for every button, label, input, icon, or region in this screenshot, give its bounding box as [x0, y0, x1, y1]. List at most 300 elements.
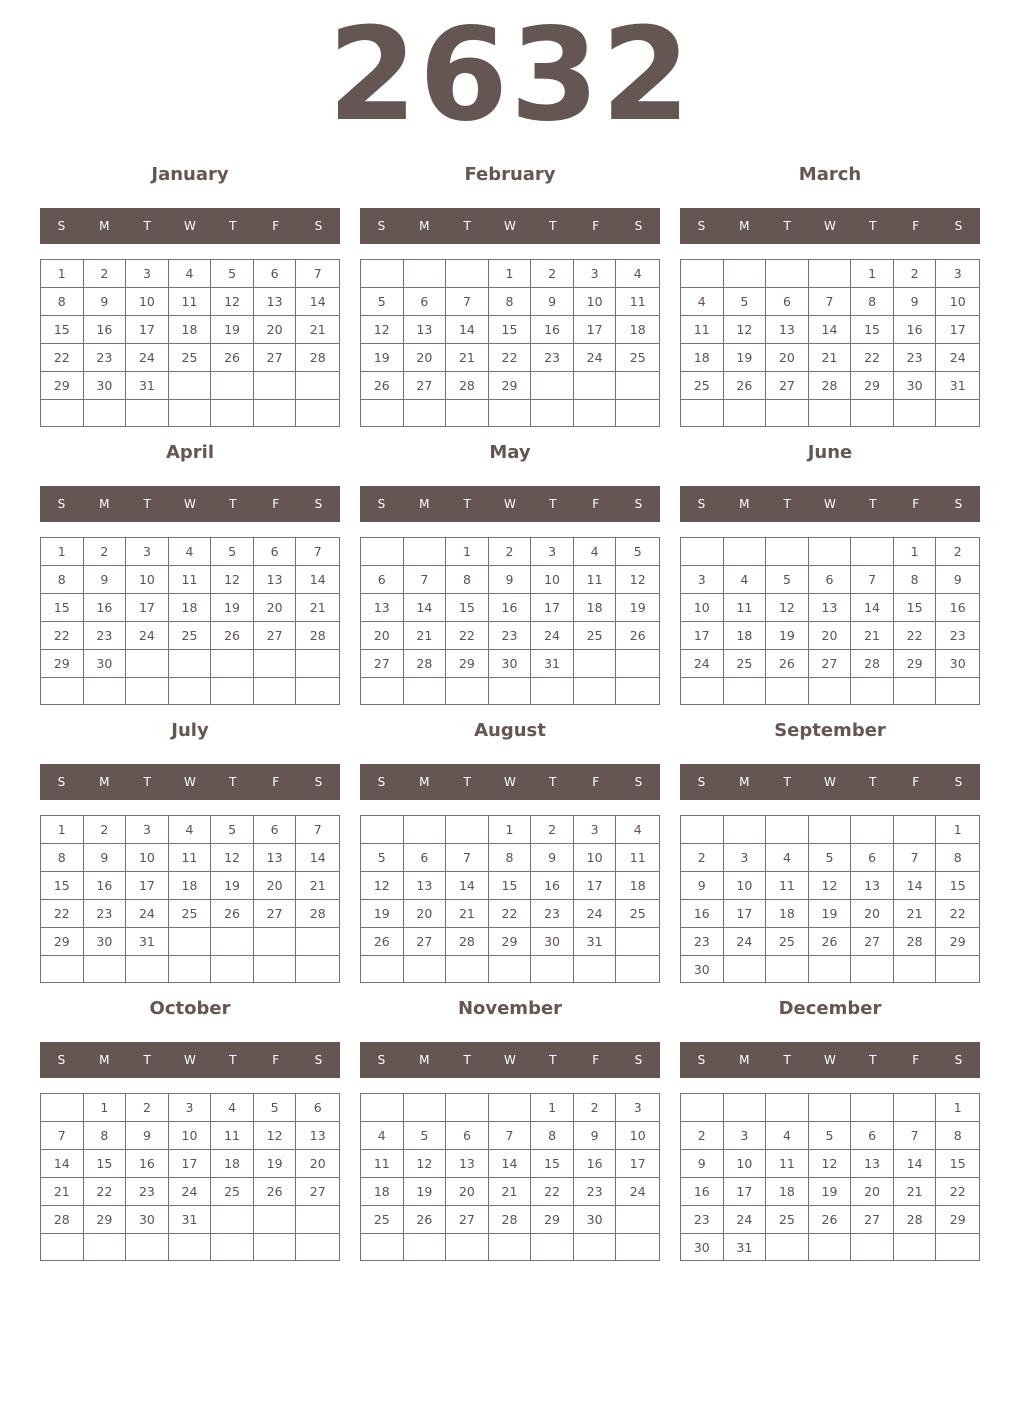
days-grid — [680, 537, 980, 705]
empty-day-cell — [169, 678, 212, 704]
day-cell: 14 — [446, 316, 489, 344]
day-cell: 27 — [446, 1206, 489, 1234]
weekday-header — [360, 1042, 660, 1078]
day-cell: 3 — [616, 1094, 659, 1122]
day-cell: 6 — [851, 844, 894, 872]
day-cell: 30 — [126, 1206, 169, 1234]
weekday-label: T — [143, 497, 151, 511]
day-cell: 6 — [446, 1122, 489, 1150]
day-cell: 13 — [404, 872, 447, 900]
weekday-label: M — [739, 1053, 750, 1067]
day-cell: 4 — [616, 816, 659, 844]
day-cell: 4 — [169, 538, 212, 566]
empty-day-cell — [766, 956, 809, 983]
day-cell: 1 — [489, 260, 532, 288]
empty-day-cell — [724, 538, 767, 566]
weekday-label: S — [377, 775, 386, 789]
day-cell: 31 — [724, 1234, 767, 1261]
day-cell: 26 — [254, 1178, 297, 1206]
day-cell: 1 — [936, 1094, 979, 1122]
empty-day-cell — [616, 956, 659, 982]
day-cell: 2 — [681, 1122, 724, 1150]
day-cell: 17 — [936, 316, 979, 344]
empty-day-cell — [84, 956, 127, 982]
day-cell: 6 — [766, 288, 809, 316]
day-cell: 13 — [361, 594, 404, 622]
day-cell: 29 — [41, 650, 84, 678]
month-name: October — [149, 998, 231, 1019]
weekday-label: F — [912, 219, 920, 233]
day-cell: 28 — [404, 650, 447, 678]
empty-day-cell — [254, 372, 297, 400]
day-cell: 25 — [574, 622, 617, 650]
day-cell: 25 — [616, 344, 659, 372]
weekday-label: S — [377, 219, 386, 233]
day-cell: 4 — [574, 538, 617, 566]
day-cell: 13 — [809, 594, 852, 622]
empty-day-cell — [809, 400, 852, 426]
day-cell: 10 — [169, 1122, 212, 1150]
day-cell: 25 — [361, 1206, 404, 1234]
day-cell: 8 — [41, 288, 84, 316]
day-cell: 23 — [489, 622, 532, 650]
weekday-label: T — [869, 1053, 877, 1067]
weekday-label: F — [592, 219, 600, 233]
weekday-label: M — [99, 497, 110, 511]
empty-day-cell — [574, 1234, 617, 1260]
day-cell: 17 — [126, 316, 169, 344]
day-cell: 28 — [894, 928, 937, 956]
day-cell: 28 — [296, 900, 339, 928]
weekday-label: W — [824, 775, 836, 789]
weekday-label: M — [419, 497, 430, 511]
empty-day-cell — [681, 678, 724, 704]
day-cell: 11 — [361, 1150, 404, 1178]
day-cell: 31 — [126, 372, 169, 400]
day-cell: 30 — [84, 928, 127, 956]
day-cell: 30 — [84, 372, 127, 400]
empty-day-cell — [254, 1234, 297, 1260]
days-grid — [360, 815, 660, 983]
day-cell: 25 — [681, 372, 724, 400]
day-cell: 29 — [84, 1206, 127, 1234]
day-cell: 9 — [936, 566, 979, 594]
empty-day-cell — [766, 678, 809, 704]
day-cell: 27 — [851, 1206, 894, 1234]
weekday-label: S — [634, 219, 643, 233]
day-cell: 10 — [531, 566, 574, 594]
empty-day-cell — [361, 1234, 404, 1260]
weekday-label: F — [592, 1053, 600, 1067]
day-cell: 4 — [766, 844, 809, 872]
weekday-label: M — [99, 219, 110, 233]
weekday-label: S — [377, 497, 386, 511]
weekday-label: T — [463, 497, 471, 511]
empty-day-cell — [894, 816, 937, 844]
day-cell: 14 — [894, 872, 937, 900]
empty-day-cell — [936, 956, 979, 983]
day-cell: 30 — [574, 1206, 617, 1234]
weekday-label: T — [549, 219, 557, 233]
day-cell: 27 — [254, 622, 297, 650]
day-cell: 23 — [681, 928, 724, 956]
day-cell: 16 — [84, 316, 127, 344]
empty-day-cell — [616, 650, 659, 678]
day-cell: 9 — [126, 1122, 169, 1150]
empty-day-cell — [616, 928, 659, 956]
empty-day-cell — [851, 956, 894, 983]
day-cell: 28 — [296, 344, 339, 372]
day-cell: 21 — [296, 594, 339, 622]
day-cell: 29 — [851, 372, 894, 400]
empty-day-cell — [361, 1094, 404, 1122]
day-cell: 8 — [936, 1122, 979, 1150]
empty-day-cell — [211, 928, 254, 956]
day-cell: 1 — [531, 1094, 574, 1122]
empty-day-cell — [254, 1206, 297, 1234]
day-cell: 18 — [681, 344, 724, 372]
day-cell: 27 — [296, 1178, 339, 1206]
day-cell: 19 — [211, 872, 254, 900]
empty-day-cell — [894, 400, 937, 426]
weekday-label: W — [504, 219, 516, 233]
empty-day-cell — [574, 678, 617, 704]
day-cell: 28 — [489, 1206, 532, 1234]
day-cell: 17 — [724, 1178, 767, 1206]
day-cell: 25 — [724, 650, 767, 678]
day-cell: 31 — [126, 928, 169, 956]
day-cell: 30 — [84, 650, 127, 678]
day-cell: 20 — [254, 316, 297, 344]
day-cell: 26 — [361, 928, 404, 956]
empty-day-cell — [531, 400, 574, 426]
day-cell: 20 — [296, 1150, 339, 1178]
weekday-label: T — [229, 497, 237, 511]
empty-day-cell — [681, 260, 724, 288]
day-cell: 29 — [446, 650, 489, 678]
day-cell: 5 — [404, 1122, 447, 1150]
day-cell: 15 — [851, 316, 894, 344]
day-cell: 24 — [169, 1178, 212, 1206]
day-cell: 6 — [851, 1122, 894, 1150]
empty-day-cell — [724, 400, 767, 426]
day-cell: 26 — [766, 650, 809, 678]
day-cell: 23 — [574, 1178, 617, 1206]
empty-day-cell — [574, 372, 617, 400]
day-cell: 8 — [489, 844, 532, 872]
day-cell: 25 — [169, 344, 212, 372]
day-cell: 18 — [169, 872, 212, 900]
day-cell: 27 — [254, 344, 297, 372]
day-cell: 18 — [616, 316, 659, 344]
day-cell: 18 — [361, 1178, 404, 1206]
day-cell: 24 — [724, 928, 767, 956]
day-cell: 17 — [681, 622, 724, 650]
day-cell: 17 — [574, 316, 617, 344]
empty-day-cell — [894, 678, 937, 704]
day-cell: 6 — [404, 844, 447, 872]
day-cell: 6 — [361, 566, 404, 594]
empty-day-cell — [809, 956, 852, 983]
day-cell: 20 — [851, 900, 894, 928]
day-cell: 15 — [894, 594, 937, 622]
day-cell: 3 — [531, 538, 574, 566]
empty-day-cell — [41, 678, 84, 704]
day-cell: 1 — [41, 816, 84, 844]
day-cell: 18 — [211, 1150, 254, 1178]
days-grid — [360, 537, 660, 705]
empty-day-cell — [254, 956, 297, 982]
day-cell: 22 — [84, 1178, 127, 1206]
day-cell: 27 — [254, 900, 297, 928]
weekday-label: S — [697, 775, 706, 789]
day-cell: 15 — [41, 316, 84, 344]
day-cell: 22 — [41, 622, 84, 650]
day-cell: 24 — [531, 622, 574, 650]
day-cell: 20 — [254, 872, 297, 900]
days-grid — [40, 815, 340, 983]
day-cell: 5 — [809, 844, 852, 872]
empty-day-cell — [809, 538, 852, 566]
weekday-label: F — [912, 497, 920, 511]
day-cell: 22 — [41, 900, 84, 928]
day-cell: 7 — [296, 538, 339, 566]
days-grid — [40, 259, 340, 427]
day-cell: 29 — [489, 928, 532, 956]
empty-day-cell — [851, 816, 894, 844]
empty-day-cell — [809, 816, 852, 844]
day-cell: 17 — [531, 594, 574, 622]
day-cell: 7 — [894, 844, 937, 872]
day-cell: 29 — [489, 372, 532, 400]
weekday-label: M — [739, 219, 750, 233]
day-cell: 3 — [724, 844, 767, 872]
day-cell: 6 — [254, 260, 297, 288]
weekday-label: M — [739, 775, 750, 789]
day-cell: 7 — [489, 1122, 532, 1150]
weekday-label: W — [184, 497, 196, 511]
day-cell: 9 — [531, 288, 574, 316]
day-cell: 18 — [169, 316, 212, 344]
empty-day-cell — [41, 1234, 84, 1260]
weekday-label: S — [634, 497, 643, 511]
empty-day-cell — [254, 650, 297, 678]
day-cell: 5 — [211, 538, 254, 566]
day-cell: 19 — [809, 1178, 852, 1206]
day-cell: 19 — [616, 594, 659, 622]
empty-day-cell — [169, 650, 212, 678]
day-cell: 28 — [446, 372, 489, 400]
empty-day-cell — [446, 956, 489, 982]
empty-day-cell — [84, 678, 127, 704]
empty-day-cell — [574, 400, 617, 426]
day-cell: 4 — [724, 566, 767, 594]
day-cell: 1 — [851, 260, 894, 288]
day-cell: 21 — [296, 316, 339, 344]
day-cell: 18 — [766, 1178, 809, 1206]
day-cell: 10 — [574, 288, 617, 316]
empty-day-cell — [446, 1234, 489, 1260]
day-cell: 26 — [724, 372, 767, 400]
day-cell: 31 — [936, 372, 979, 400]
day-cell: 16 — [531, 872, 574, 900]
empty-day-cell — [616, 372, 659, 400]
day-cell: 23 — [84, 344, 127, 372]
day-cell: 12 — [211, 566, 254, 594]
day-cell: 30 — [681, 956, 724, 983]
day-cell: 12 — [211, 288, 254, 316]
day-cell: 20 — [766, 344, 809, 372]
weekday-label: F — [272, 219, 280, 233]
day-cell: 22 — [531, 1178, 574, 1206]
day-cell: 16 — [126, 1150, 169, 1178]
weekday-label: M — [99, 775, 110, 789]
day-cell: 10 — [126, 844, 169, 872]
day-cell: 30 — [936, 650, 979, 678]
day-cell: 18 — [616, 872, 659, 900]
day-cell: 28 — [894, 1206, 937, 1234]
empty-day-cell — [211, 400, 254, 426]
day-cell: 7 — [809, 288, 852, 316]
empty-day-cell — [404, 1094, 447, 1122]
day-cell: 16 — [681, 900, 724, 928]
day-cell: 20 — [809, 622, 852, 650]
day-cell: 24 — [681, 650, 724, 678]
day-cell: 19 — [809, 900, 852, 928]
day-cell: 23 — [531, 344, 574, 372]
weekday-label: T — [783, 497, 791, 511]
empty-day-cell — [41, 956, 84, 982]
day-cell: 6 — [404, 288, 447, 316]
weekday-label: T — [463, 219, 471, 233]
empty-day-cell — [574, 956, 617, 982]
day-cell: 19 — [766, 622, 809, 650]
day-cell: 21 — [446, 900, 489, 928]
day-cell: 15 — [446, 594, 489, 622]
weekday-label: T — [463, 1053, 471, 1067]
day-cell: 17 — [724, 900, 767, 928]
empty-day-cell — [404, 260, 447, 288]
day-cell: 25 — [766, 1206, 809, 1234]
weekday-label: T — [229, 219, 237, 233]
day-cell: 29 — [531, 1206, 574, 1234]
days-grid — [360, 259, 660, 427]
weekday-label: M — [419, 775, 430, 789]
day-cell: 5 — [809, 1122, 852, 1150]
empty-day-cell — [296, 928, 339, 956]
days-grid — [680, 1093, 980, 1261]
day-cell: 19 — [361, 344, 404, 372]
day-cell: 14 — [446, 872, 489, 900]
day-cell: 1 — [41, 538, 84, 566]
weekday-header — [40, 208, 340, 244]
day-cell: 22 — [446, 622, 489, 650]
day-cell: 3 — [936, 260, 979, 288]
day-cell: 2 — [84, 260, 127, 288]
day-cell: 2 — [126, 1094, 169, 1122]
weekday-label: T — [783, 775, 791, 789]
empty-day-cell — [84, 400, 127, 426]
empty-day-cell — [361, 956, 404, 982]
empty-day-cell — [724, 816, 767, 844]
empty-day-cell — [681, 1094, 724, 1122]
empty-day-cell — [489, 1234, 532, 1260]
day-cell: 25 — [211, 1178, 254, 1206]
day-cell: 21 — [894, 1178, 937, 1206]
empty-day-cell — [531, 956, 574, 982]
weekday-label: S — [57, 1053, 66, 1067]
empty-day-cell — [169, 400, 212, 426]
day-cell: 11 — [724, 594, 767, 622]
empty-day-cell — [404, 1234, 447, 1260]
weekday-label: W — [824, 1053, 836, 1067]
day-cell: 24 — [126, 622, 169, 650]
day-cell: 8 — [41, 566, 84, 594]
day-cell: 12 — [766, 594, 809, 622]
day-cell: 9 — [681, 872, 724, 900]
days-grid — [680, 259, 980, 427]
month-name: July — [171, 720, 209, 741]
day-cell: 26 — [809, 1206, 852, 1234]
day-cell: 18 — [574, 594, 617, 622]
day-cell: 6 — [254, 538, 297, 566]
weekday-label: W — [184, 775, 196, 789]
empty-day-cell — [809, 678, 852, 704]
day-cell: 26 — [211, 344, 254, 372]
weekday-label: M — [99, 1053, 110, 1067]
day-cell: 6 — [809, 566, 852, 594]
month-name: June — [807, 442, 853, 463]
empty-day-cell — [361, 816, 404, 844]
day-cell: 29 — [894, 650, 937, 678]
day-cell: 20 — [361, 622, 404, 650]
empty-day-cell — [616, 1234, 659, 1260]
day-cell: 11 — [766, 1150, 809, 1178]
empty-day-cell — [211, 1206, 254, 1234]
empty-day-cell — [616, 1206, 659, 1234]
day-cell: 3 — [724, 1122, 767, 1150]
empty-day-cell — [296, 956, 339, 982]
empty-day-cell — [296, 1206, 339, 1234]
year-title: 2632 — [327, 1, 693, 150]
empty-day-cell — [169, 372, 212, 400]
day-cell: 5 — [361, 288, 404, 316]
day-cell: 10 — [126, 288, 169, 316]
day-cell: 4 — [681, 288, 724, 316]
weekday-header — [680, 208, 980, 244]
day-cell: 3 — [169, 1094, 212, 1122]
day-cell: 11 — [169, 288, 212, 316]
day-cell: 1 — [446, 538, 489, 566]
day-cell: 19 — [211, 316, 254, 344]
month-name: August — [474, 720, 546, 741]
day-cell: 5 — [254, 1094, 297, 1122]
empty-day-cell — [446, 400, 489, 426]
empty-day-cell — [894, 1094, 937, 1122]
empty-day-cell — [296, 372, 339, 400]
day-cell: 8 — [84, 1122, 127, 1150]
month-name: September — [774, 720, 886, 741]
day-cell: 8 — [936, 844, 979, 872]
day-cell: 7 — [446, 844, 489, 872]
day-cell: 21 — [296, 872, 339, 900]
day-cell: 4 — [169, 816, 212, 844]
day-cell: 27 — [361, 650, 404, 678]
weekday-label: T — [549, 1053, 557, 1067]
day-cell: 8 — [851, 288, 894, 316]
days-grid — [40, 1093, 340, 1261]
weekday-label: W — [504, 497, 516, 511]
